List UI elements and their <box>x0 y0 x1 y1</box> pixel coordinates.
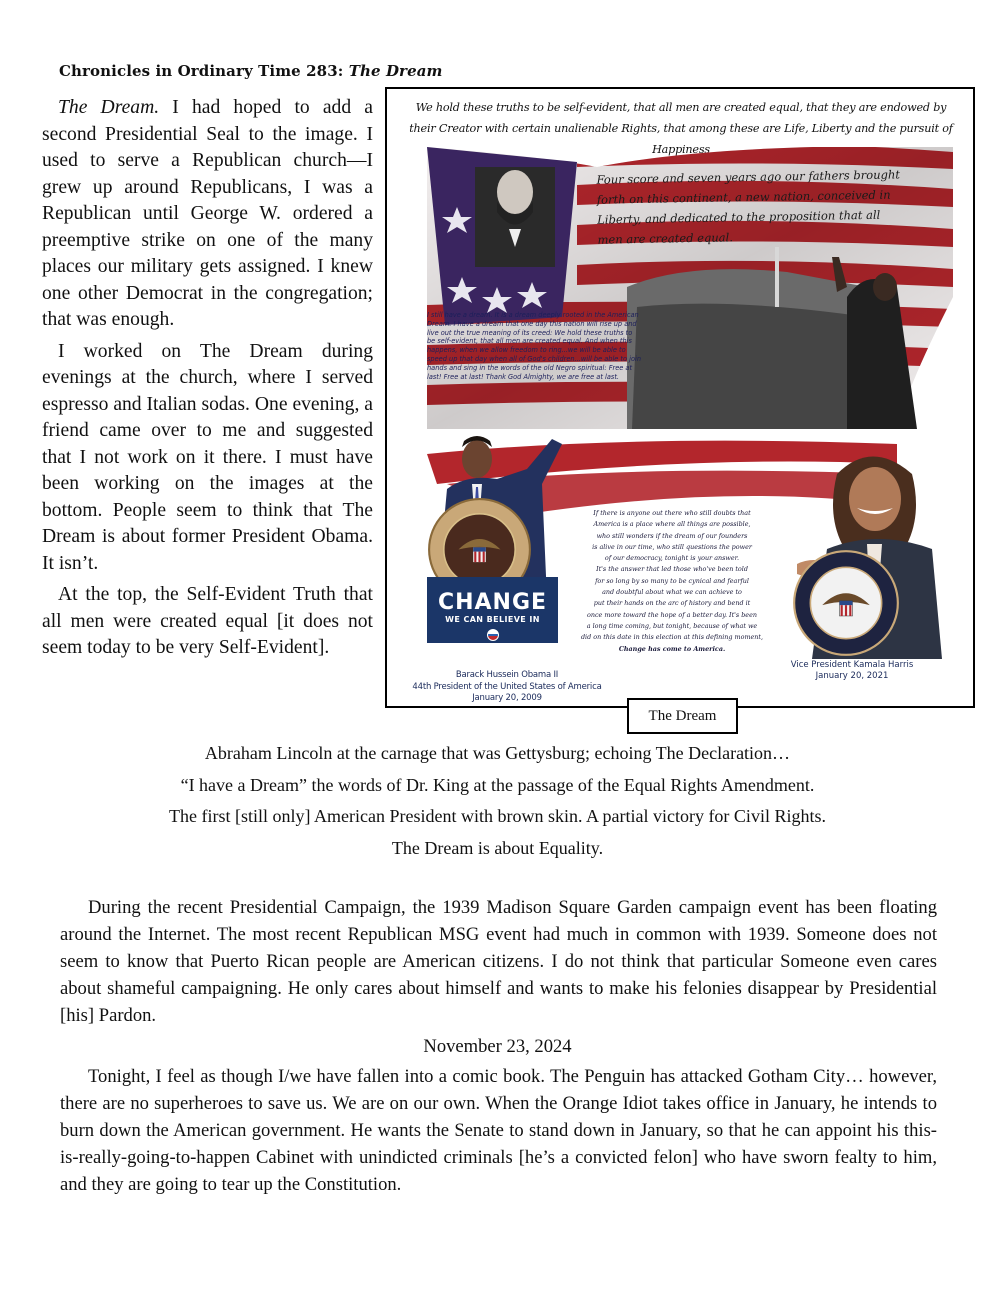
change-sign-headline: CHANGE <box>437 590 548 615</box>
caption-line: The first [still only] American President with brown skin. A partial victory for Civil Rights. <box>169 806 826 826</box>
vice-presidential-seal <box>792 549 900 657</box>
title-prefix: Chronicles in Ordinary Time 283: <box>59 62 349 80</box>
intro-p1-text: I had hoped to add a second Presidential Seal to the image. I used to serve a Republican church—I grew up around Republicans, I was a Republican until George W. ordered a preemptive strike on one of the many places our military gets assigned. I knew one other Democrat in the congregation; that was enough. <box>42 97 373 330</box>
harris-date: January 20, 2021 <box>815 671 889 681</box>
entry-date: November 23, 2024 <box>423 1036 572 1057</box>
obama-victory-quote <box>577 508 767 655</box>
quote-line: put their hands on the arc of history and bend it <box>593 599 751 608</box>
intro-paragraph-2: I worked on The Dream during evenings at the church, where I served espresso and Italian sodas. One evening, a friend came over to me and suggested that I not work on it there. I must have been working on the images at the bottom. People seem to think that The Dream is about former President Obama. It isn’t. <box>42 340 373 574</box>
obama-logo-icon <box>487 629 499 641</box>
obama-title: 44th President of the United States of America <box>412 681 602 692</box>
quote-line: of our democracy, tonight is your answer. <box>604 554 740 563</box>
change-sign-tagline: WE CAN BELIEVE IN <box>445 615 540 624</box>
figure-caption <box>40 738 955 864</box>
obama-date: January 20, 2009 <box>472 693 542 703</box>
obama-name: Barack Hussein Obama II <box>455 670 559 680</box>
mlk-quote: I still have a dream. It is a dream deeply rooted in the American Dream. I have a dream that one day this nation will rise up and live out the true meaning of its creed: We hold these truths to be self-evident, that all men are created equal. And when this happens, when we allow freedom to ring...we will be able to speed up that day when all of God's children...will be able to join hands and sing in the words of the old Negro spiritual: Free at last! Free at last! Thank God Almighty, we are free at last. <box>427 311 642 381</box>
caption-line: The Dream is about Equality. <box>391 837 604 858</box>
quote-line: who still wonders if the dream of our founders <box>596 531 748 540</box>
title-italic: The Dream <box>348 62 443 80</box>
obama-caption <box>407 670 607 705</box>
gettysburg-script: Four score and seven years ago our fathers brought forth on this continent, a new nation, conceived in Liberty, and dedicated to the proposition that all men are created equal. <box>596 167 901 247</box>
harris-name: Vice President Kamala Harris <box>790 660 914 670</box>
quote-line: If there is anyone out there who still doubts that <box>593 509 751 517</box>
body-p1-text: During the recent Presidential Campaign, the 1939 Madison Square Garden campaign event has been floating around the Internet. The most recent Republican MSG event had much in common with 1939. Someone does not seem to know that Puerto Rican people are American citizens. I do not think that particular Someone even cares about shameful campaigning. He only cares about himself and wants to make his felonies disappear by Presidential [his] Pardon. <box>60 897 937 1026</box>
figure-label: The Dream <box>627 698 738 734</box>
declaration-script: We hold these truths to be self-evident, that all men are created equal, that they are endowed by their Creator with certain unalienable Rights, that among these are Life, Liberty and the pursuit of Happiness <box>409 101 953 156</box>
quote-line: did on this date in this election at this defining moment, <box>580 633 764 642</box>
intro-paragraph-3: At the top, the Self-Evident Truth that all men were created equal [it does not seem today to be very Self-Evident]. <box>42 584 373 658</box>
quote-line: once more toward the hope of a better day. It's been <box>587 610 757 619</box>
the-dream-artwork <box>385 87 975 708</box>
body-p2-text: Tonight, I feel as though I/we have fallen into a comic book. The Penguin has attacked Gotham City… however, there are no superheroes to save us. We are on our own. When the Orange Idiot takes office in January, he intends to burn down the American government. He wants the Senate to stand down in January, so that he can appoint his this-is-really-going-to-happen Cabinet with unindicted criminals [he’s a convicted felon] who have sworn fealty to him, and they are going to tear up the Constitution. <box>60 1066 937 1195</box>
quote-line: for so long by so many to be cynical and fearful <box>595 576 749 585</box>
quote-line: a long time coming, but tonight, because of what we <box>586 621 758 630</box>
quote-line: is alive in our time, who still questions the power <box>592 542 752 551</box>
caption-line: Abraham Lincoln at the carnage that was Gettysburg; echoing The Declaration… <box>204 743 791 763</box>
lincoln-portrait <box>475 167 555 267</box>
harris-caption <box>777 660 927 682</box>
change-campaign-sign <box>427 577 558 643</box>
body-paragraph-1 <box>60 894 937 1029</box>
caption-line: “I have a Dream” the words of Dr. King at the passage of the Equal Rights Amendment. <box>180 774 815 795</box>
intro-lead: The Dream. <box>58 97 160 118</box>
quote-line: and doubtful about what we can achieve to <box>602 588 742 597</box>
intro-paragraph-1 <box>42 95 373 334</box>
intro-column <box>42 95 373 667</box>
quote-line: It's the answer that led those who've been told <box>596 565 748 574</box>
quote-line: America is a place where all things are possible, <box>593 520 751 529</box>
page-title <box>59 62 443 80</box>
body-paragraph-2 <box>60 1063 937 1198</box>
quote-line: Change has come to America. <box>618 644 726 653</box>
washington-monument <box>775 247 779 307</box>
